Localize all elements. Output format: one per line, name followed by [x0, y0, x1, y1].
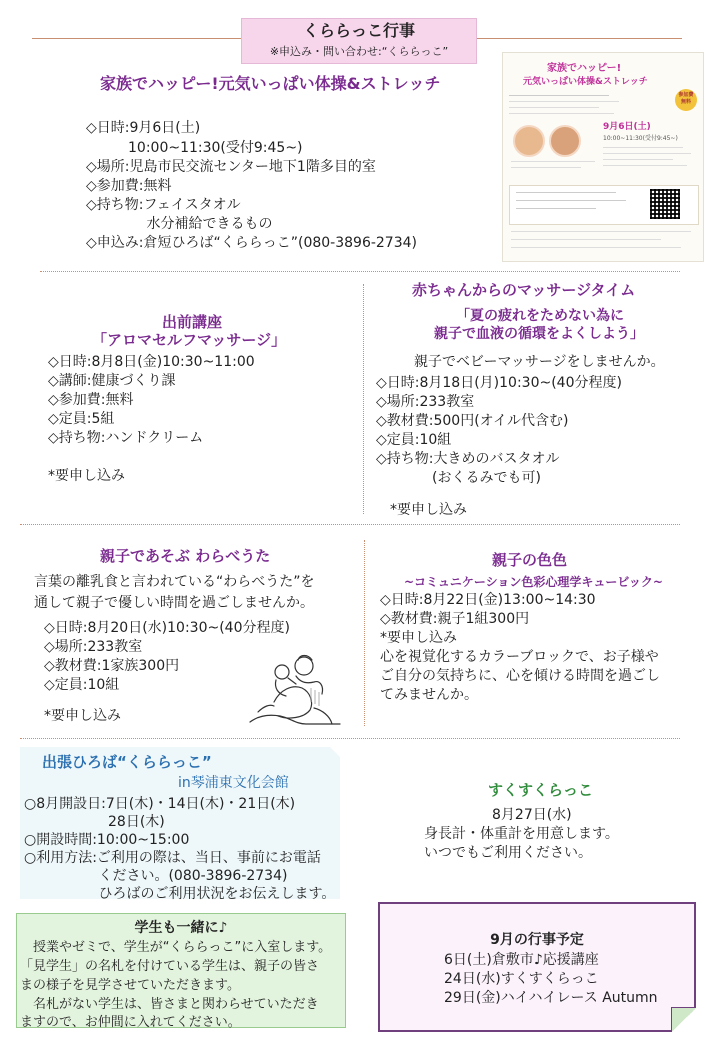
event-flyer-image	[502, 52, 704, 262]
event3-line: (おくるみでも可)	[376, 470, 541, 486]
section-divider	[20, 738, 680, 739]
schedule-item: 29日(金)ハイハイレース Autumn	[444, 990, 658, 1006]
outreach-place: in琴浦東文化会館	[178, 775, 289, 791]
schedule-item: 6日(土)倉敷市♪応援講座	[444, 952, 599, 968]
outreach-title: 出張ひろば“くららっこ”	[42, 753, 212, 771]
event4-line: ◇場所:233教室	[44, 639, 143, 655]
outreach-line: ください。(080-3896-2734)	[24, 868, 288, 884]
sukusuku-title: すくすくらっこ	[488, 781, 594, 799]
event2-subtitle: 「アロマセルフマッサージ」	[92, 331, 287, 349]
event2-line: ◇持ち物:ハンドクリーム	[48, 430, 204, 446]
event3-title: 赤ちゃんからのマッサージタイム	[412, 281, 636, 299]
sukusuku-line: いつでもご利用ください。	[424, 845, 592, 861]
students-line: 名札がない学生は、皆さまと関わらせていただき	[20, 997, 319, 1012]
event1-line: ◇日時:9月6日(土)	[86, 120, 201, 136]
column-divider	[364, 540, 365, 726]
flyer-badge: 参加費 無料	[675, 89, 697, 111]
outreach-line: ○8月開設日:7日(木)・14日(木)・21日(木)	[24, 796, 296, 812]
event3-note: *要申し込み	[390, 502, 467, 518]
flyer-headline: 元気いっぱい体操&ストレッチ	[523, 77, 648, 87]
event4-title: 親子であそぶ わらべうた	[100, 547, 271, 565]
sukusuku-line: 身長計・体重計を用意します。	[424, 826, 619, 842]
event3-line: ◇持ち物:大きめのバスタオル	[376, 451, 560, 467]
parent-child-illustration	[244, 638, 346, 730]
event1-line: ◇場所:児島市民交流センター地下1階多目的室	[86, 159, 376, 175]
outreach-line: ○開設時間:10:00~15:00	[24, 832, 190, 848]
event4-line: ◇定員:10組	[44, 677, 120, 693]
event4-note: *要申し込み	[44, 708, 121, 724]
schedule-title: 9月の行事予定	[490, 932, 584, 948]
flyer-time: 10:00~11:30(受付9:45~)	[603, 135, 678, 142]
event2-note: *要申し込み	[48, 468, 125, 484]
event3-line: ◇場所:233教室	[376, 394, 475, 410]
event3-intro: 親子でベビーマッサージをしませんか。	[414, 354, 665, 370]
event5-line: ◇教材費:親子1組300円	[380, 611, 530, 627]
event5-subtitle: ~コミュニケーション色彩心理学キュービック~	[404, 575, 663, 589]
students-line: 「見学生」の名札を付けている学生は、親子の皆さ	[20, 959, 320, 974]
flyer-date: 9月6日(土)	[603, 122, 651, 132]
instructor-photo	[513, 125, 545, 157]
section-divider	[40, 271, 680, 272]
event5-line: ご自分の気持ちに、心を傾ける時間を過ごし	[380, 668, 660, 684]
students-title: 学生も一緒に♪	[134, 920, 228, 936]
qr-code-icon	[650, 189, 680, 219]
event1-line: 水分補給できるもの	[86, 216, 273, 232]
event1-line: ◇参加費:無料	[86, 178, 172, 194]
event3-line: ◇日時:8月18日(月)10:30~(40分程度)	[376, 375, 622, 391]
event4-intro: 通して親子で優しい時間を過ごしませんか。	[34, 595, 314, 611]
event3-catch: 「夏の疲れをためない為に	[456, 308, 624, 324]
page-subtitle: ※申込み・問い合わせ:“くららっこ”	[269, 45, 449, 58]
event4-line: ◇日時:8月20日(水)10:30~(40分程度)	[44, 620, 290, 636]
event3-line: ◇教材費:500円(オイル代含む)	[376, 413, 569, 429]
page-fold-corner	[671, 1007, 696, 1032]
flyer-headline: 家族でハッピー!	[547, 63, 622, 74]
event2-line: ◇日時:8月8日(金)10:30~11:00	[48, 354, 255, 370]
event1-line: 10:00~11:30(受付9:45~)	[86, 140, 303, 156]
event2-line: ◇講師:健康づくり課	[48, 373, 176, 389]
event5-line: てみませんか。	[380, 687, 478, 703]
outreach-line: 28日(木)	[24, 814, 165, 830]
event3-line: ◇定員:10組	[376, 432, 452, 448]
event4-line: ◇教材費:1家族300円	[44, 658, 180, 674]
event5-title: 親子の色色	[492, 551, 568, 569]
event1-title: 家族でハッピー!元気いっぱい体操&ストレッチ	[100, 74, 441, 93]
event4-intro: 言葉の離乳食と言われている“わらべうた”を	[34, 574, 315, 590]
event3-catch: 親子で血液の循環をよくしよう」	[434, 326, 644, 342]
event5-line: 心を視覚化するカラーブロックで、お子様や	[380, 649, 659, 665]
event1-line: ◇申込み:倉短ひろば“くららっこ”(080-3896-2734)	[86, 235, 417, 251]
header-box	[241, 18, 477, 64]
event2-line: ◇定員:5組	[48, 411, 115, 427]
event5-line: ◇日時:8月22日(金)13:00~14:30	[380, 592, 596, 608]
students-line: まの様子を見学させていただきます。	[20, 978, 240, 993]
instructor-photo	[549, 125, 581, 157]
section-divider	[20, 524, 680, 525]
column-divider	[363, 284, 364, 514]
event1-line: ◇持ち物:フェイスタオル	[86, 197, 241, 213]
event2-line: ◇参加費:無料	[48, 392, 134, 408]
page-title: くららっこ行事	[302, 21, 415, 40]
outreach-line: ○利用方法:ご利用の際は、当日、事前にお電話	[24, 850, 321, 866]
outreach-line: ひろばのご利用状況をお伝えします。	[24, 886, 336, 902]
students-line: 授業やゼミで、学生が“くららっこ”に入室します。	[20, 940, 332, 955]
schedule-item: 24日(水)すくすくらっこ	[444, 971, 599, 987]
event5-line: *要申し込み	[380, 630, 457, 646]
event2-title: 出前講座	[162, 313, 223, 331]
sukusuku-date: 8月27日(水)	[492, 807, 572, 823]
students-line: ますので、お仲間に入れてください。	[20, 1015, 241, 1030]
